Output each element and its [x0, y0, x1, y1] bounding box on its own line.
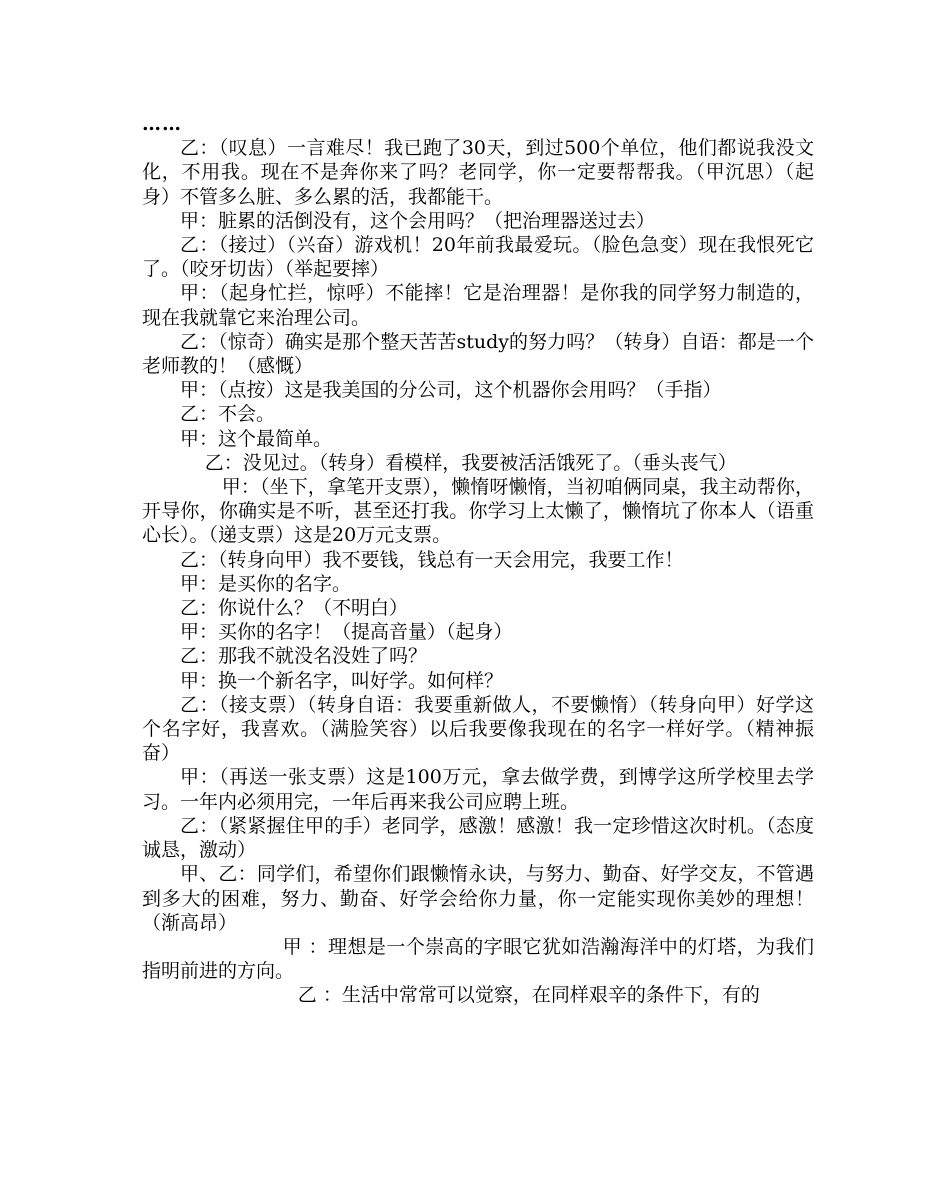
- paragraph-13: 乙：你说什么？（不明白）: [180, 597, 409, 620]
- paragraph-16: 甲：换一个新名字，叫好学。如何样？: [180, 669, 504, 692]
- paragraph-5: 乙：（惊奇）确实是那个整天苦苦study的努力吗？（转身）自语：都是一个老师教的！（感慨）: [142, 330, 814, 378]
- paragraph-10: 甲：（坐下，拿笔开支票），懒惰呀懒惰，当初咱俩同桌，我主动帮你，开导你，你确实是不听，甚至还打我。你学习上太懒了，懒惰坑了你本人（语重心长）。（递支票）这是20万元支票。: [142, 476, 814, 547]
- paragraph-14: 甲：买你的名字！（提高音量）（起身）: [180, 621, 513, 644]
- paragraph-3: 乙：（接过）（兴奋）游戏机！20年前我最爱玩。（脸色急变）现在我恨死它了。（咬牙切齿）（举起要摔）: [142, 234, 814, 281]
- paragraph-17: 乙：（接支票）（转身自语：我要重新做人，不要懒惰）（转身向甲）好学这个名字好，我喜欢。（满脸笑容）以后我要像我现在的名字一样好学。（精神振奋）: [142, 693, 814, 765]
- paragraph-18: 甲：（再送一张支票）这是100万元，拿去做学费，到博学这所学校里去学习。一年内必须用完，一年后再来我公司应聘上班。: [142, 766, 814, 813]
- paragraph-20: 甲、乙：同学们，希望你们跟懒惰永诀，与努力、勤奋、好学交友，不管遇到多大的困难，努力、勤奋、好学会给你力量，你一定能实现你美妙的理想！（渐高昂）: [142, 863, 814, 934]
- paragraph-6: 甲：（点按）这是我美国的分公司，这个机器你会用吗？（手指）: [180, 379, 722, 402]
- paragraph-22: 乙 ：生活中常常可以觉察，在同样艰辛的条件下，有的: [297, 984, 760, 1007]
- paragraph-19: 乙：（紧紧握住甲的手）老同学，感激！感激！我一定珍惜这次时机。（态度诚恳，激动）: [142, 814, 814, 862]
- paragraph-2: 甲：脏累的活倒没有，这个会用吗？（把治理器送过去）: [180, 209, 656, 232]
- paragraph-8: 甲：这个最简单。: [180, 427, 333, 450]
- paragraph-4: 甲：（起身忙拦，惊呼）不能摔！它是治理器！是你我的同学努力制造的，现在我就靠它来治理公司。: [142, 282, 814, 329]
- ellipsis-mark: ……: [142, 113, 182, 135]
- paragraph-9: 乙：没见过。（转身）看模样，我要被活活饿死了。（垂头丧气）: [204, 451, 737, 474]
- paragraph-7: 乙：不会。: [180, 403, 276, 426]
- script-text: [142, 112, 814, 1008]
- paragraph-21: 甲 ：理想是一个崇高的字眼它犹如浩瀚海洋中的灯塔，为我们指明前进的方向。: [142, 935, 814, 983]
- paragraph-11: 乙：（转身向甲）我不要钱，钱总有一天会用完，我要工作！: [180, 548, 684, 571]
- paragraph-1: 乙：（叹息）一言难尽！我已跑了30天，到过500个单位，他们都说我没文化，不用我。现在不是奔你来了吗？老同学，你一定要帮帮我。（甲沉思）（起身）不管多么脏、多么累的活，我都能干。: [142, 137, 814, 208]
- paragraph-15: 乙：那我不就没名没姓了吗？: [180, 645, 428, 668]
- paragraph-12: 甲：是买你的名字。: [180, 572, 352, 595]
